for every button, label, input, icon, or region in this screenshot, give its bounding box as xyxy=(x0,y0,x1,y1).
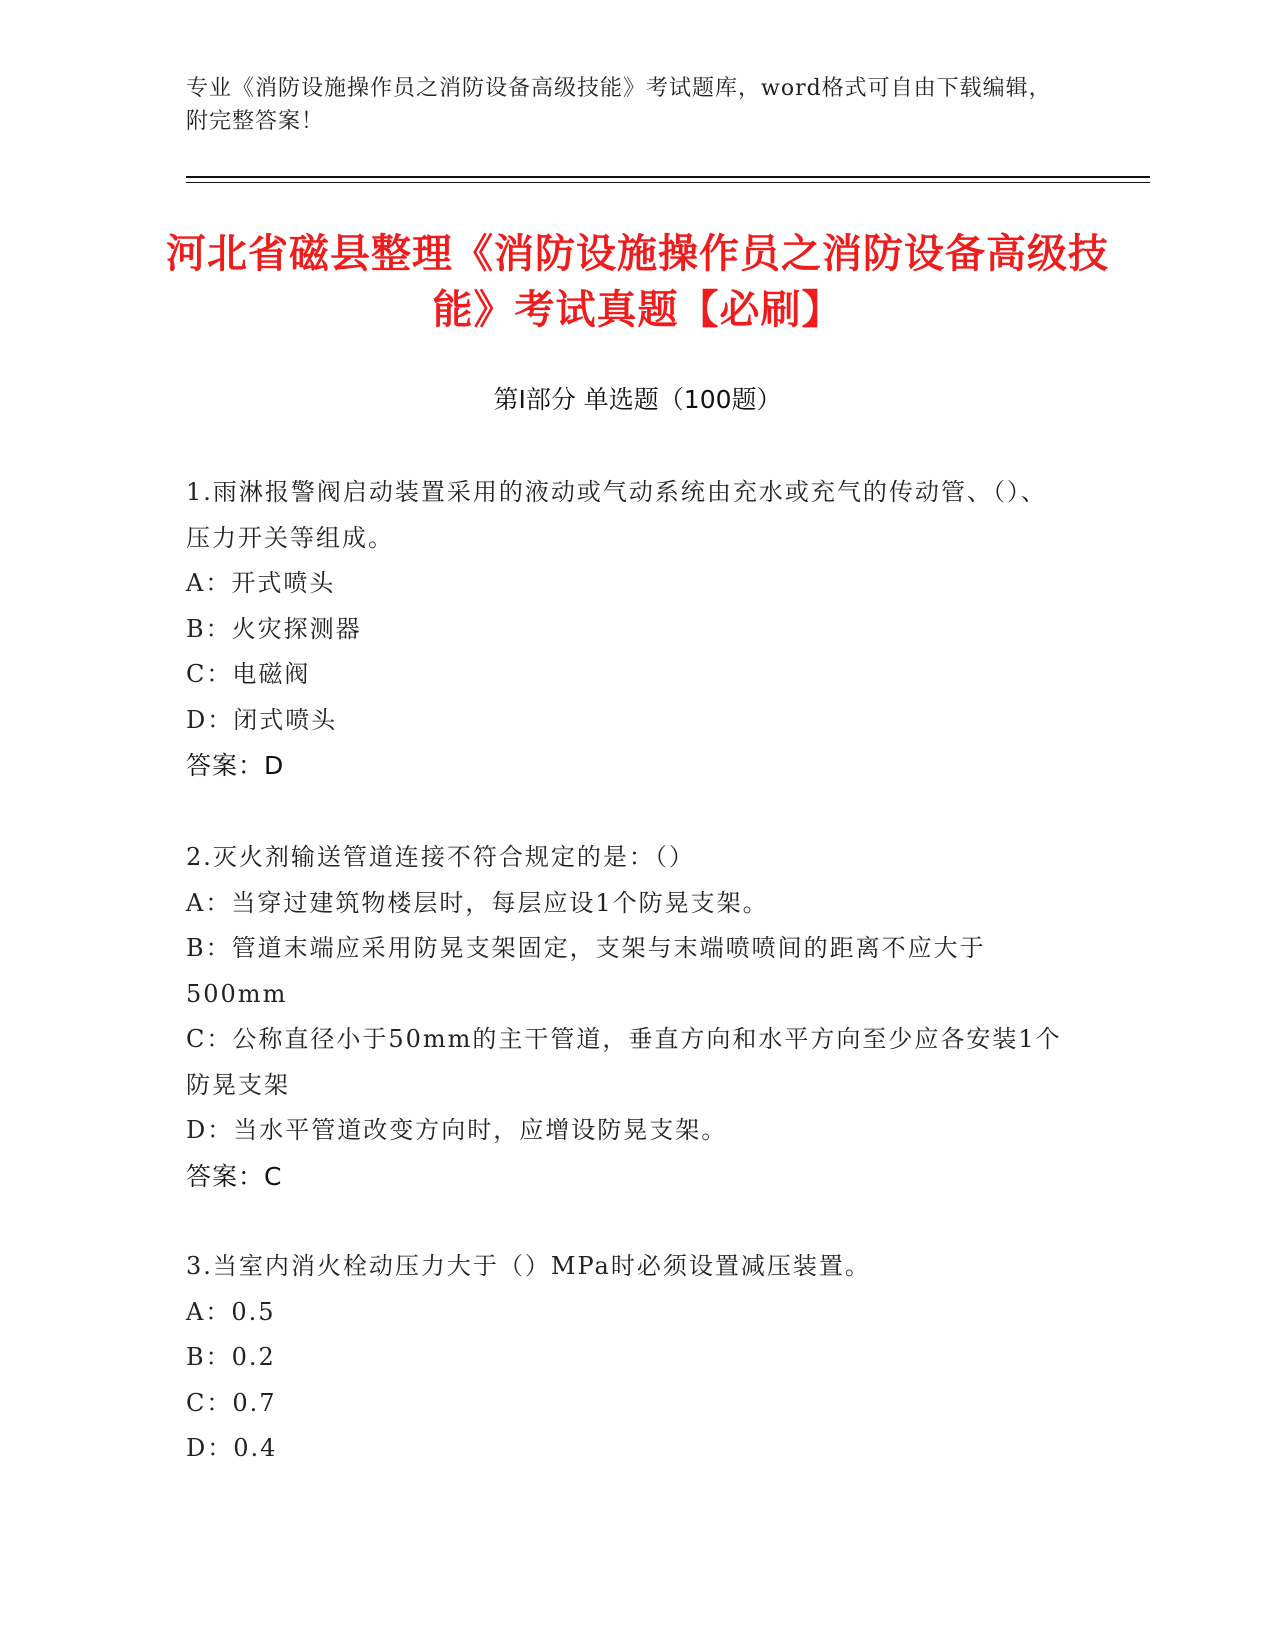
option-c: C：公称直径小于50mm的主干管道，垂直方向和水平方向至少应各安装1个防晃支架 xyxy=(186,1025,1062,1099)
question-stem: 3.当室内消火栓动压力大于（）MPa时必须设置减压装置。 xyxy=(186,1252,871,1280)
question-2 xyxy=(186,835,1066,1199)
answer: 答案：C xyxy=(186,1161,283,1191)
option-d: D：当水平管道改变方向时，应增设防晃支架。 xyxy=(186,1116,728,1144)
document-title: 河北省磁县整理《消防设施操作员之消防设备高级技能》考试真题【必刷】 xyxy=(166,231,1109,333)
option-b: B：火灾探测器 xyxy=(186,614,362,643)
header-note: 专业《消防设施操作员之消防设备高级技能》考试题库，word格式可自由下载编辑，附完整答案！ xyxy=(186,76,1052,134)
header-rule-thin xyxy=(186,182,1150,183)
question-stem: 2.灭火剂输送管道连接不符合规定的是：（） xyxy=(186,843,695,871)
option-a: A：当穿过建筑物楼层时，每层应设1个防晃支架。 xyxy=(186,888,769,917)
section-heading: 第I部分 单选题（100题） xyxy=(493,385,782,414)
option-d: D：0.4 xyxy=(186,1434,278,1462)
option-a: A：0.5 xyxy=(186,1297,276,1326)
option-c: C：0.7 xyxy=(186,1388,277,1417)
option-a: A：开式喷头 xyxy=(186,569,336,597)
question-1 xyxy=(186,470,1066,789)
option-d: D：闭式喷头 xyxy=(186,705,338,734)
option-b: B：管道末端应采用防晃支架固定，支架与末端喷喷间的距离不应大于500mm xyxy=(186,934,986,1008)
option-c: C：电磁阀 xyxy=(186,660,311,688)
option-b: B：0.2 xyxy=(186,1343,276,1371)
question-3 xyxy=(186,1244,1066,1472)
question-stem: 1.雨淋报警阀启动装置采用的液动或气动系统由充水或充气的传动管、（）、压力开关等组成。 xyxy=(186,478,1047,552)
answer: 答案：D xyxy=(186,751,285,780)
header-rule-thick xyxy=(186,176,1150,178)
